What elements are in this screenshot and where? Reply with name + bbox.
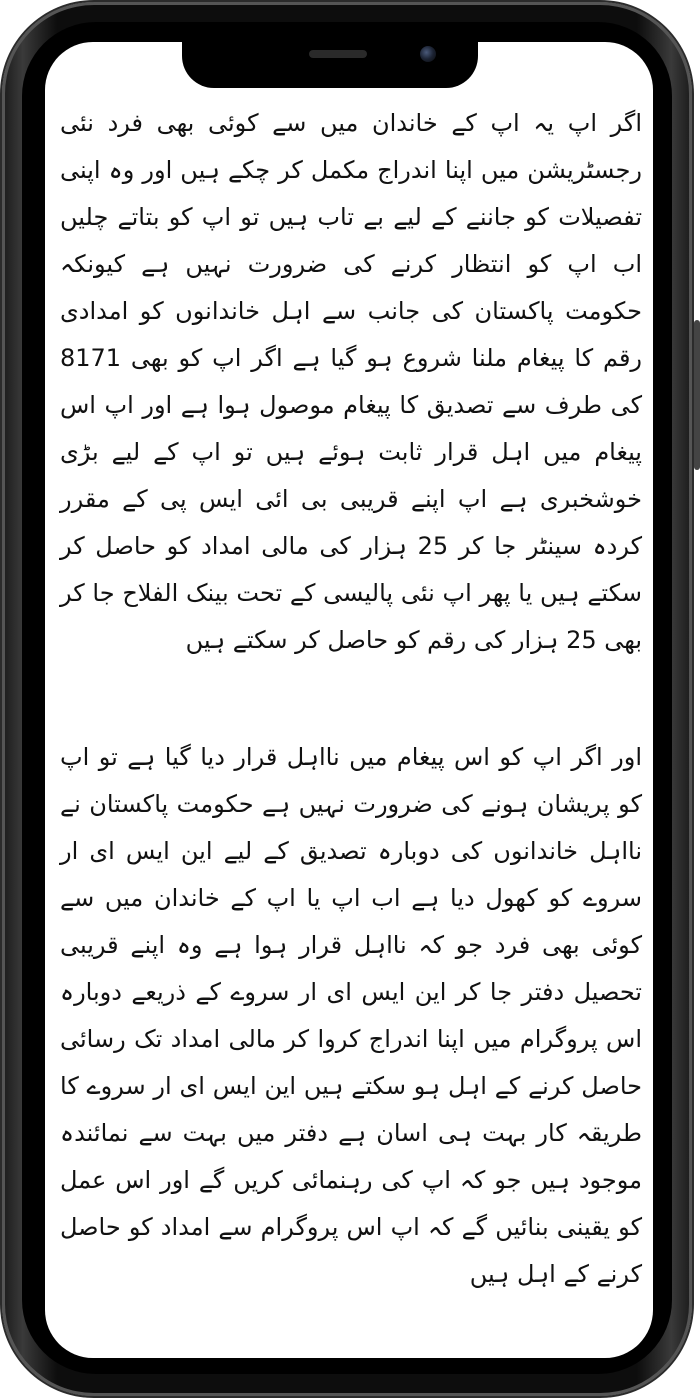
front-camera-icon bbox=[420, 46, 436, 62]
article-paragraph-eligible: اگر اپ یہ اپ کے خاندان میں سے کوئی بھی فرد نئی رجسٹریشن میں اپنا اندراج مکمل کر چکے ہیں اور وہ اپنی تفصیلات کو جاننے کے لیے بے تاب ہیں تو اپ کو بتاتے چلیں اب اپ کو انتظار کرنے کی ضرورت نہیں ہے کیونکہ حکومت پاکستان کی جانب سے اہل خاندانوں کو امدادی رقم کا پیغام ملنا شروع ہو گیا ہے اگر اپ کو بھی 8171 کی طرف سے تصدیق کا پیغام موصول ہوا ہے اور اپ اس پیغام میں اہل قرار ثابت ہوئے ہیں تو اپ کے لیے بڑی خوشخبری ہے اپ اپنے قریبی بی ائی ایس پی کے مقرر کردہ سینٹر جا کر 25 ہزار کی مالی امداد کو حاصل کر سکتے ہیں یا پھر اپ نئی پالیسی کے تحت بینک الفلاح جا کر بھی 25 ہزار کی رقم کو حاصل کر سکتے ہیں bbox=[60, 109, 642, 654]
phone-notch bbox=[182, 38, 478, 88]
article-body bbox=[60, 100, 642, 1298]
power-button bbox=[694, 320, 700, 470]
article-paragraph-ineligible: اور اگر اپ کو اس پیغام میں نااہل قرار دیا گیا ہے تو اپ کو پریشان ہونے کی ضرورت نہیں ہے حکومت پاکستان نے نااہل خاندانوں کی دوبارہ تصدیق کے لیے این ایس ای ار سروے کو کھول دیا ہے اب اپ یا اپ کے خاندان میں سے کوئی بھی فرد جو کہ نااہل قرار ہوا ہے وہ اپنے قریبی تحصیل دفتر جا کر این ایس ای ار سروے کے ذریعے دوبارہ اس پروگرام میں اپنا اندراج کروا کر مالی امداد تک رسائی حاصل کرنے کے اہل ہو سکتے ہیں این ایس ای ار سروے کا طریقہ کار بہت ہی اسان ہے دفتر میں بہت سے نمائندہ موجود ہیں جو کہ اپ کی رہنمائی کریں گے اور اس عمل کو یقینی بنائیں گے کہ اپ اس پروگرام سے امداد کو حاصل کرنے کے اہل ہیں bbox=[60, 743, 642, 1288]
speaker-grille-icon bbox=[309, 50, 367, 58]
